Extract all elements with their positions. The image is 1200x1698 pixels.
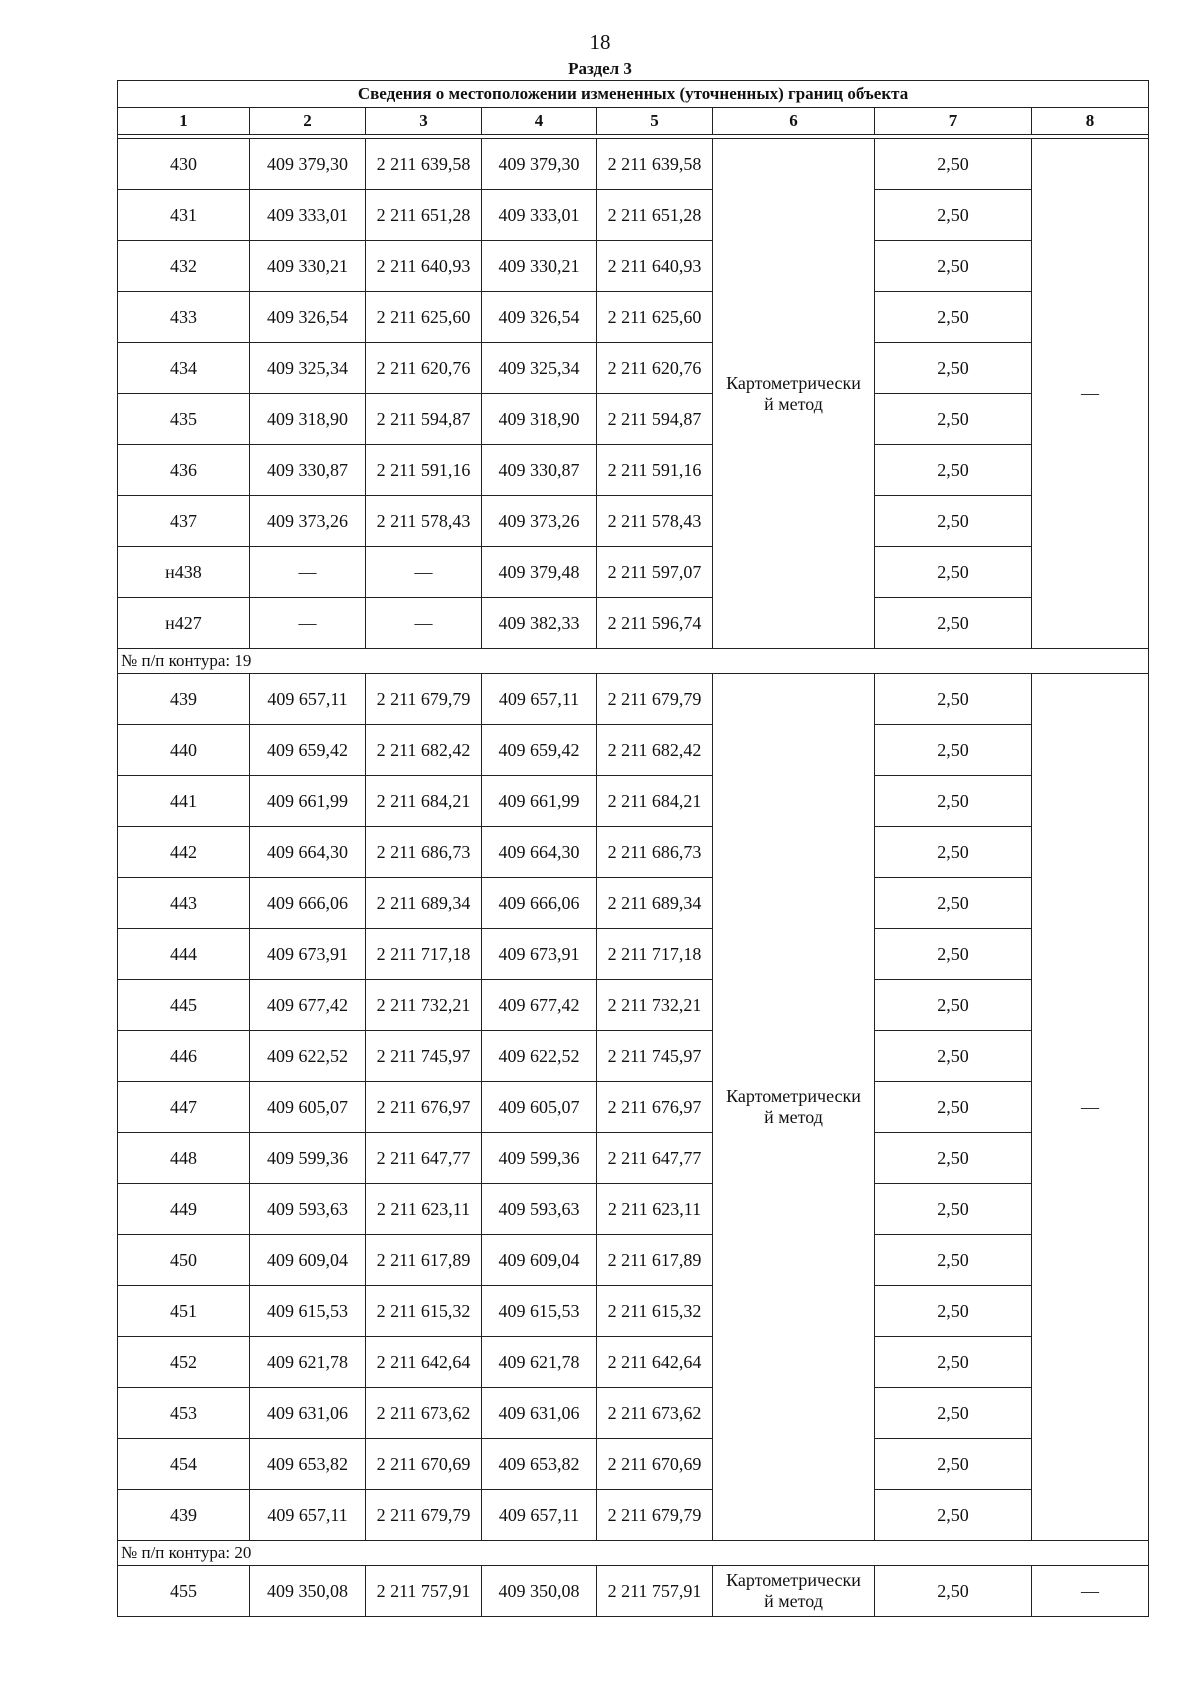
old-y-cell: 2 211 617,89 bbox=[366, 1235, 482, 1286]
table-row bbox=[118, 1133, 1149, 1184]
point-number-cell: 430 bbox=[118, 139, 250, 190]
column-8-cell: — bbox=[1032, 1566, 1149, 1617]
table-row bbox=[118, 674, 1149, 725]
accuracy-cell: 2,50 bbox=[875, 598, 1032, 649]
old-x-cell: 409 657,11 bbox=[250, 674, 366, 725]
old-y-cell: 2 211 625,60 bbox=[366, 292, 482, 343]
column-number: 3 bbox=[366, 108, 482, 135]
new-y-cell: 2 211 717,18 bbox=[597, 929, 713, 980]
coordinates-table bbox=[117, 80, 1149, 1617]
new-x-cell: 409 333,01 bbox=[482, 190, 597, 241]
accuracy-cell: 2,50 bbox=[875, 1031, 1032, 1082]
table-row bbox=[118, 725, 1149, 776]
new-y-cell: 2 211 623,11 bbox=[597, 1184, 713, 1235]
section-title: Раздел 3 bbox=[568, 59, 632, 78]
method-cell bbox=[713, 139, 875, 649]
accuracy-cell: 2,50 bbox=[875, 496, 1032, 547]
point-number-cell: 437 bbox=[118, 496, 250, 547]
table-row bbox=[118, 1337, 1149, 1388]
method-text-line-2: й метод bbox=[764, 1591, 823, 1611]
old-y-cell: 2 211 670,69 bbox=[366, 1439, 482, 1490]
old-x-cell: — bbox=[250, 547, 366, 598]
old-x-cell: 409 605,07 bbox=[250, 1082, 366, 1133]
new-x-cell: 409 379,30 bbox=[482, 139, 597, 190]
new-y-cell: 2 211 615,32 bbox=[597, 1286, 713, 1337]
new-y-cell: 2 211 625,60 bbox=[597, 292, 713, 343]
old-x-cell: 409 593,63 bbox=[250, 1184, 366, 1235]
new-y-cell: 2 211 639,58 bbox=[597, 139, 713, 190]
old-x-cell: 409 325,34 bbox=[250, 343, 366, 394]
accuracy-cell: 2,50 bbox=[875, 1566, 1032, 1617]
old-x-cell: 409 653,82 bbox=[250, 1439, 366, 1490]
old-x-cell: 409 373,26 bbox=[250, 496, 366, 547]
old-y-cell: 2 211 745,97 bbox=[366, 1031, 482, 1082]
new-x-cell: 409 330,87 bbox=[482, 445, 597, 496]
point-number-cell: 431 bbox=[118, 190, 250, 241]
table-row bbox=[118, 190, 1149, 241]
table-row bbox=[118, 1235, 1149, 1286]
table-row bbox=[118, 394, 1149, 445]
point-number-cell: 448 bbox=[118, 1133, 250, 1184]
method-cell bbox=[713, 1566, 875, 1617]
old-x-cell: 409 599,36 bbox=[250, 1133, 366, 1184]
table-row bbox=[118, 776, 1149, 827]
point-number-cell: 434 bbox=[118, 343, 250, 394]
accuracy-cell: 2,50 bbox=[875, 1388, 1032, 1439]
old-y-cell: 2 211 676,97 bbox=[366, 1082, 482, 1133]
old-y-cell: 2 211 682,42 bbox=[366, 725, 482, 776]
new-y-cell: 2 211 617,89 bbox=[597, 1235, 713, 1286]
new-y-cell: 2 211 620,76 bbox=[597, 343, 713, 394]
point-number-cell: 455 bbox=[118, 1566, 250, 1617]
accuracy-cell: 2,50 bbox=[875, 1133, 1032, 1184]
accuracy-cell: 2,50 bbox=[875, 1337, 1032, 1388]
new-x-cell: 409 615,53 bbox=[482, 1286, 597, 1337]
old-x-cell: 409 666,06 bbox=[250, 878, 366, 929]
table-row bbox=[118, 1439, 1149, 1490]
column-8-cell: — bbox=[1032, 139, 1149, 649]
new-x-cell: 409 325,34 bbox=[482, 343, 597, 394]
new-y-cell: 2 211 684,21 bbox=[597, 776, 713, 827]
old-y-cell: 2 211 679,79 bbox=[366, 1490, 482, 1541]
point-number-cell: 435 bbox=[118, 394, 250, 445]
table-row bbox=[118, 827, 1149, 878]
contour-label: № п/п контура: 19 bbox=[118, 649, 1149, 674]
accuracy-cell: 2,50 bbox=[875, 776, 1032, 827]
new-x-cell: 409 350,08 bbox=[482, 1566, 597, 1617]
point-number-cell: н427 bbox=[118, 598, 250, 649]
old-y-cell: 2 211 686,73 bbox=[366, 827, 482, 878]
table-body bbox=[118, 139, 1149, 1617]
old-x-cell: 409 333,01 bbox=[250, 190, 366, 241]
table-row bbox=[118, 598, 1149, 649]
accuracy-cell: 2,50 bbox=[875, 980, 1032, 1031]
point-number-cell: 447 bbox=[118, 1082, 250, 1133]
new-y-cell: 2 211 640,93 bbox=[597, 241, 713, 292]
point-number-cell: 449 bbox=[118, 1184, 250, 1235]
table-row bbox=[118, 1031, 1149, 1082]
column-number-row bbox=[118, 108, 1149, 135]
accuracy-cell: 2,50 bbox=[875, 139, 1032, 190]
old-x-cell: — bbox=[250, 598, 366, 649]
new-x-cell: 409 631,06 bbox=[482, 1388, 597, 1439]
new-x-cell: 409 657,11 bbox=[482, 674, 597, 725]
old-y-cell: 2 211 651,28 bbox=[366, 190, 482, 241]
new-x-cell: 409 657,11 bbox=[482, 1490, 597, 1541]
new-y-cell: 2 211 676,97 bbox=[597, 1082, 713, 1133]
table-row bbox=[118, 343, 1149, 394]
old-y-cell: 2 211 679,79 bbox=[366, 674, 482, 725]
old-y-cell: 2 211 594,87 bbox=[366, 394, 482, 445]
new-x-cell: 409 666,06 bbox=[482, 878, 597, 929]
table-row bbox=[118, 980, 1149, 1031]
new-x-cell: 409 593,63 bbox=[482, 1184, 597, 1235]
point-number-cell: н438 bbox=[118, 547, 250, 598]
method-text-line-1: Картометрически bbox=[726, 1570, 861, 1591]
table-row bbox=[118, 241, 1149, 292]
old-x-cell: 409 379,30 bbox=[250, 139, 366, 190]
old-y-cell: 2 211 689,34 bbox=[366, 878, 482, 929]
table-row bbox=[118, 1566, 1149, 1617]
accuracy-cell: 2,50 bbox=[875, 343, 1032, 394]
accuracy-cell: 2,50 bbox=[875, 241, 1032, 292]
column-8-cell: — bbox=[1032, 674, 1149, 1541]
point-number-cell: 454 bbox=[118, 1439, 250, 1490]
point-number-cell: 433 bbox=[118, 292, 250, 343]
new-y-cell: 2 211 670,69 bbox=[597, 1439, 713, 1490]
new-x-cell: 409 379,48 bbox=[482, 547, 597, 598]
point-number-cell: 451 bbox=[118, 1286, 250, 1337]
point-number-cell: 440 bbox=[118, 725, 250, 776]
new-y-cell: 2 211 591,16 bbox=[597, 445, 713, 496]
accuracy-cell: 2,50 bbox=[875, 190, 1032, 241]
point-number-cell: 444 bbox=[118, 929, 250, 980]
old-x-cell: 409 657,11 bbox=[250, 1490, 366, 1541]
new-y-cell: 2 211 594,87 bbox=[597, 394, 713, 445]
new-y-cell: 2 211 757,91 bbox=[597, 1566, 713, 1617]
accuracy-cell: 2,50 bbox=[875, 1286, 1032, 1337]
old-x-cell: 409 659,42 bbox=[250, 725, 366, 776]
method-text-line-2: й метод bbox=[764, 393, 823, 414]
new-x-cell: 409 673,91 bbox=[482, 929, 597, 980]
old-x-cell: 409 326,54 bbox=[250, 292, 366, 343]
new-y-cell: 2 211 686,73 bbox=[597, 827, 713, 878]
old-y-cell: 2 211 623,11 bbox=[366, 1184, 482, 1235]
table-row bbox=[118, 139, 1149, 190]
accuracy-cell: 2,50 bbox=[875, 547, 1032, 598]
accuracy-cell: 2,50 bbox=[875, 445, 1032, 496]
new-y-cell: 2 211 679,79 bbox=[597, 1490, 713, 1541]
accuracy-cell: 2,50 bbox=[875, 292, 1032, 343]
old-x-cell: 409 673,91 bbox=[250, 929, 366, 980]
table-row bbox=[118, 1388, 1149, 1439]
point-number-cell: 436 bbox=[118, 445, 250, 496]
new-x-cell: 409 621,78 bbox=[482, 1337, 597, 1388]
table-row bbox=[118, 1286, 1149, 1337]
old-y-cell: 2 211 620,76 bbox=[366, 343, 482, 394]
accuracy-cell: 2,50 bbox=[875, 394, 1032, 445]
new-y-cell: 2 211 673,62 bbox=[597, 1388, 713, 1439]
new-x-cell: 409 659,42 bbox=[482, 725, 597, 776]
new-x-cell: 409 609,04 bbox=[482, 1235, 597, 1286]
table-row bbox=[118, 1184, 1149, 1235]
new-y-cell: 2 211 642,64 bbox=[597, 1337, 713, 1388]
point-number-cell: 445 bbox=[118, 980, 250, 1031]
old-x-cell: 409 631,06 bbox=[250, 1388, 366, 1439]
accuracy-cell: 2,50 bbox=[875, 1082, 1032, 1133]
point-number-cell: 441 bbox=[118, 776, 250, 827]
method-text-line-1: Картометрически bbox=[726, 1086, 861, 1107]
old-y-cell: — bbox=[366, 547, 482, 598]
old-x-cell: 409 350,08 bbox=[250, 1566, 366, 1617]
point-number-cell: 432 bbox=[118, 241, 250, 292]
old-x-cell: 409 609,04 bbox=[250, 1235, 366, 1286]
old-y-cell: 2 211 639,58 bbox=[366, 139, 482, 190]
point-number-cell: 452 bbox=[118, 1337, 250, 1388]
page-number: 18 bbox=[589, 30, 611, 54]
new-x-cell: 409 661,99 bbox=[482, 776, 597, 827]
accuracy-cell: 2,50 bbox=[875, 929, 1032, 980]
old-y-cell: 2 211 732,21 bbox=[366, 980, 482, 1031]
point-number-cell: 453 bbox=[118, 1388, 250, 1439]
new-x-cell: 409 677,42 bbox=[482, 980, 597, 1031]
accuracy-cell: 2,50 bbox=[875, 1235, 1032, 1286]
column-number: 4 bbox=[482, 108, 597, 135]
accuracy-cell: 2,50 bbox=[875, 674, 1032, 725]
point-number-cell: 442 bbox=[118, 827, 250, 878]
contour-label-row bbox=[118, 1541, 1149, 1566]
column-number: 5 bbox=[597, 108, 713, 135]
new-y-cell: 2 211 732,21 bbox=[597, 980, 713, 1031]
table-row bbox=[118, 496, 1149, 547]
point-number-cell: 446 bbox=[118, 1031, 250, 1082]
old-x-cell: 409 318,90 bbox=[250, 394, 366, 445]
old-y-cell: 2 211 647,77 bbox=[366, 1133, 482, 1184]
table-row bbox=[118, 878, 1149, 929]
old-x-cell: 409 330,21 bbox=[250, 241, 366, 292]
new-y-cell: 2 211 682,42 bbox=[597, 725, 713, 776]
column-number: 7 bbox=[875, 108, 1032, 135]
table-caption: Сведения о местоположении измененных (уточненных) границ объекта bbox=[118, 81, 1149, 108]
old-x-cell: 409 677,42 bbox=[250, 980, 366, 1031]
new-x-cell: 409 326,54 bbox=[482, 292, 597, 343]
new-x-cell: 409 664,30 bbox=[482, 827, 597, 878]
old-y-cell: 2 211 757,91 bbox=[366, 1566, 482, 1617]
old-y-cell: 2 211 578,43 bbox=[366, 496, 482, 547]
column-number: 8 bbox=[1032, 108, 1149, 135]
new-y-cell: 2 211 689,34 bbox=[597, 878, 713, 929]
new-x-cell: 409 373,26 bbox=[482, 496, 597, 547]
old-y-cell: 2 211 717,18 bbox=[366, 929, 482, 980]
new-x-cell: 409 599,36 bbox=[482, 1133, 597, 1184]
table-row bbox=[118, 929, 1149, 980]
old-x-cell: 409 330,87 bbox=[250, 445, 366, 496]
column-number: 2 bbox=[250, 108, 366, 135]
new-y-cell: 2 211 651,28 bbox=[597, 190, 713, 241]
new-y-cell: 2 211 647,77 bbox=[597, 1133, 713, 1184]
column-number: 6 bbox=[713, 108, 875, 135]
accuracy-cell: 2,50 bbox=[875, 1184, 1032, 1235]
method-text-line-1: Картометрически bbox=[726, 372, 861, 393]
new-y-cell: 2 211 679,79 bbox=[597, 674, 713, 725]
table-row bbox=[118, 445, 1149, 496]
new-y-cell: 2 211 597,07 bbox=[597, 547, 713, 598]
accuracy-cell: 2,50 bbox=[875, 725, 1032, 776]
table-row bbox=[118, 292, 1149, 343]
old-x-cell: 409 622,52 bbox=[250, 1031, 366, 1082]
new-y-cell: 2 211 596,74 bbox=[597, 598, 713, 649]
new-x-cell: 409 318,90 bbox=[482, 394, 597, 445]
new-x-cell: 409 382,33 bbox=[482, 598, 597, 649]
old-y-cell: 2 211 642,64 bbox=[366, 1337, 482, 1388]
accuracy-cell: 2,50 bbox=[875, 827, 1032, 878]
old-x-cell: 409 615,53 bbox=[250, 1286, 366, 1337]
point-number-cell: 439 bbox=[118, 1490, 250, 1541]
accuracy-cell: 2,50 bbox=[875, 1490, 1032, 1541]
new-x-cell: 409 330,21 bbox=[482, 241, 597, 292]
contour-label: № п/п контура: 20 bbox=[118, 1541, 1149, 1566]
old-y-cell: 2 211 684,21 bbox=[366, 776, 482, 827]
old-y-cell: 2 211 615,32 bbox=[366, 1286, 482, 1337]
old-y-cell: 2 211 640,93 bbox=[366, 241, 482, 292]
old-y-cell: 2 211 673,62 bbox=[366, 1388, 482, 1439]
point-number-cell: 439 bbox=[118, 674, 250, 725]
accuracy-cell: 2,50 bbox=[875, 1439, 1032, 1490]
new-x-cell: 409 653,82 bbox=[482, 1439, 597, 1490]
new-y-cell: 2 211 578,43 bbox=[597, 496, 713, 547]
method-text-line-2: й метод bbox=[764, 1107, 823, 1127]
old-y-cell: 2 211 591,16 bbox=[366, 445, 482, 496]
point-number-cell: 450 bbox=[118, 1235, 250, 1286]
old-y-cell: — bbox=[366, 598, 482, 649]
accuracy-cell: 2,50 bbox=[875, 878, 1032, 929]
new-x-cell: 409 622,52 bbox=[482, 1031, 597, 1082]
table-row bbox=[118, 1490, 1149, 1541]
old-x-cell: 409 664,30 bbox=[250, 827, 366, 878]
table-row bbox=[118, 1082, 1149, 1133]
new-y-cell: 2 211 745,97 bbox=[597, 1031, 713, 1082]
table-row bbox=[118, 547, 1149, 598]
column-number: 1 bbox=[118, 108, 250, 135]
contour-label-row bbox=[118, 649, 1149, 674]
point-number-cell: 443 bbox=[118, 878, 250, 929]
new-x-cell: 409 605,07 bbox=[482, 1082, 597, 1133]
method-cell bbox=[713, 674, 875, 1541]
old-x-cell: 409 621,78 bbox=[250, 1337, 366, 1388]
old-x-cell: 409 661,99 bbox=[250, 776, 366, 827]
